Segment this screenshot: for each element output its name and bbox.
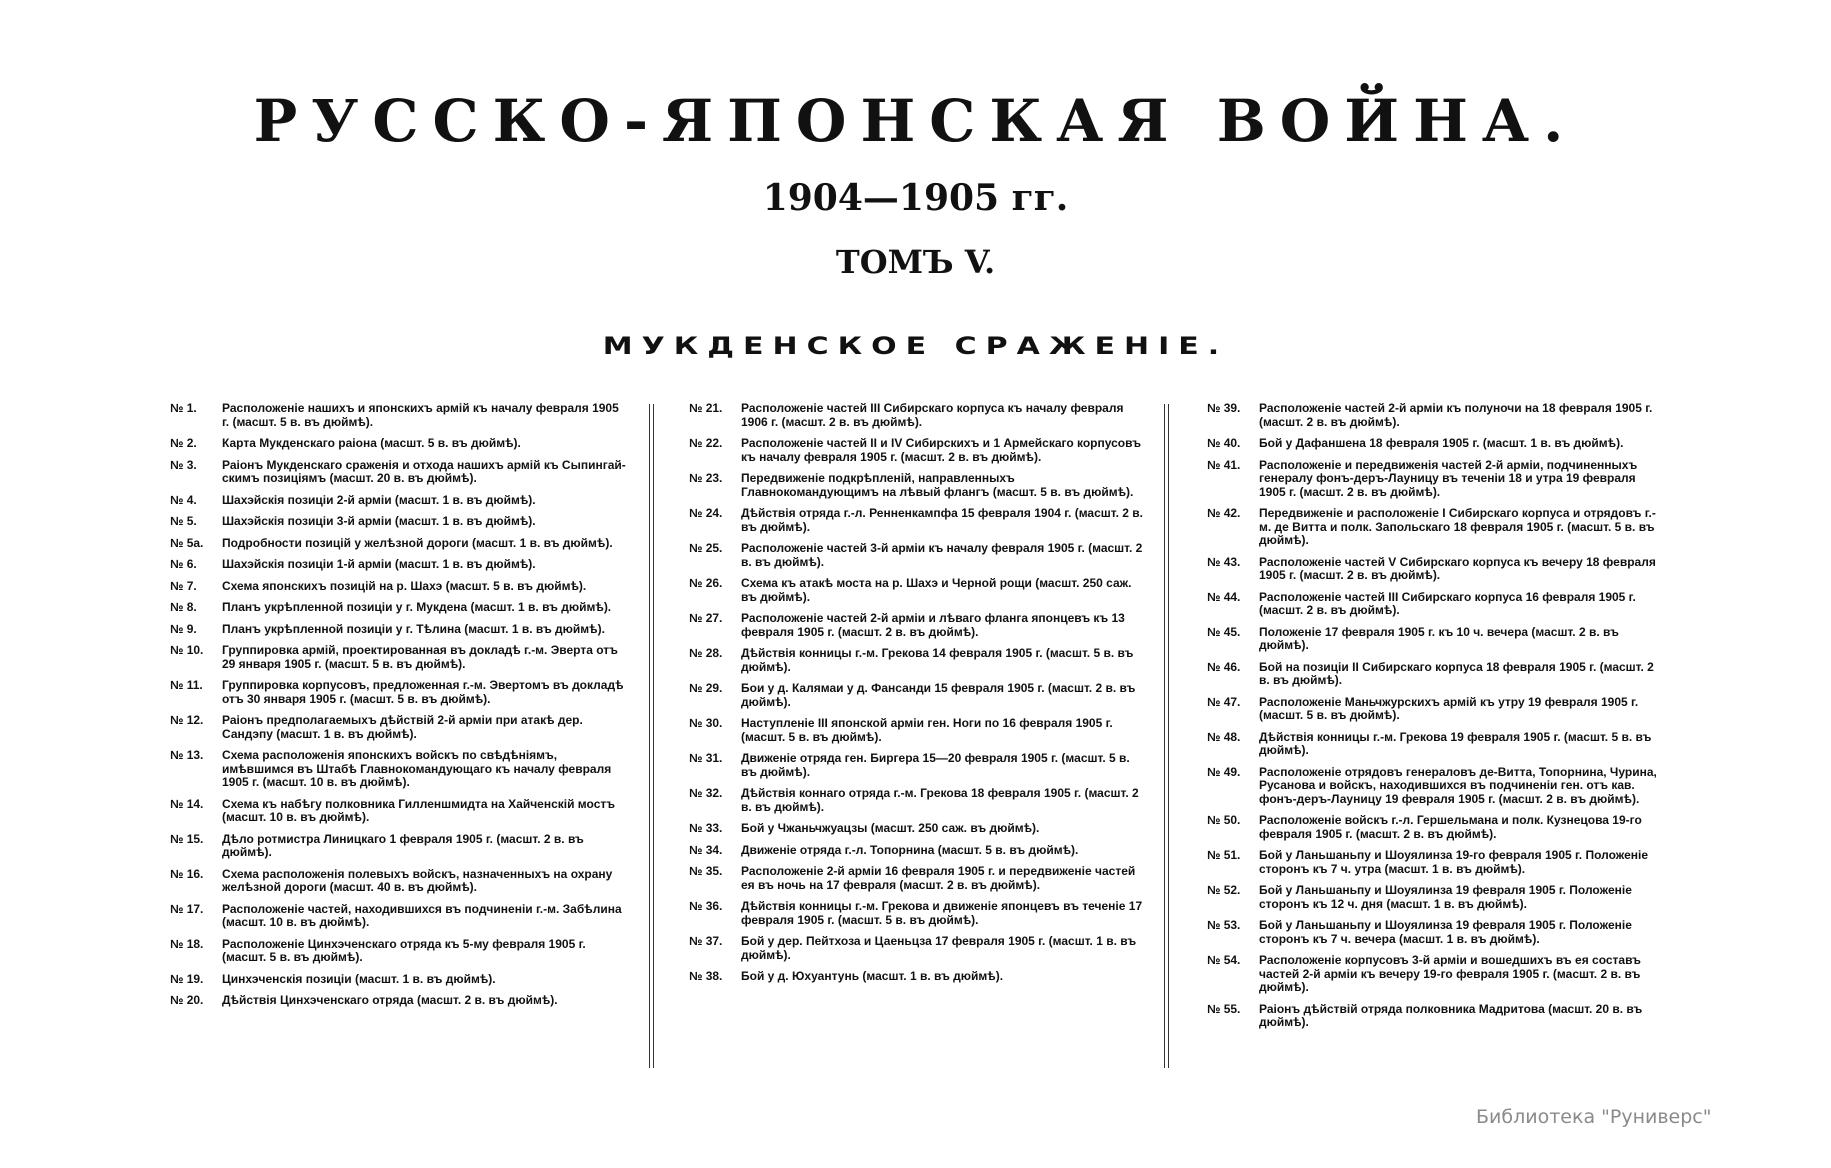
list-item	[170, 679, 628, 706]
item-description: Расположеніе частей III Сибирскаго корпуса 16 февраля 1905 г. (масшт. 2 в. въ дюймѣ).	[1259, 589, 1636, 617]
list-item	[170, 601, 628, 615]
contents-column-1	[170, 402, 628, 1016]
item-description: Шахэйскія позиціи 1-й арміи (масшт. 1 в. въ дюймѣ).	[222, 557, 536, 571]
list-item	[689, 647, 1147, 674]
list-item	[1207, 766, 1665, 807]
list-item	[1207, 731, 1665, 758]
library-watermark: Библиотека "Руниверс"	[1476, 1106, 1712, 1128]
item-description: Планъ укрѣпленной позиціи у г. Тѣлина (масшт. 1 в. въ дюймѣ).	[222, 621, 605, 636]
list-item	[689, 472, 1147, 499]
item-description: Шахэйскія позиціи 2-й арміи (масшт. 1 в. въ дюймѣ).	[222, 492, 536, 507]
list-item	[1207, 459, 1665, 500]
item-description: Бой у Ланьшаньпу и Шоуялинза 19 февраля 1905 г. Положеніе сторонъ къ 7 ч. вечера (масшт. 1 в. въ дюймѣ).	[1259, 918, 1632, 946]
item-description: Шахэйскія позиціи 3-й арміи (масшт. 1 в. въ дюймѣ).	[222, 514, 536, 528]
item-number: № 9.	[170, 621, 197, 636]
item-description: Расположеніе корпусовъ 3-й арміи и вошедшихъ въ ея составъ частей 2-й арміи къ вечеру 19-го февраля 1905 г. (масшт. 2 в. въ дюймѣ).	[1259, 953, 1641, 994]
item-description: Дѣйствія отряда г.-л. Ренненкампфа 15 февраля 1904 г. (масшт. 2 в. въ дюймѣ).	[741, 506, 1143, 534]
item-description: Расположеніе частей 2-й арміи и лѣваго фланга японцевъ къ 13 февраля 1905 г. (масшт. 2 в. въ дюймѣ).	[741, 611, 1125, 639]
item-number: № 16.	[170, 866, 204, 881]
list-item	[170, 749, 628, 790]
list-item	[170, 623, 628, 637]
item-number: № 3.	[170, 457, 197, 472]
item-number: № 27.	[689, 611, 723, 625]
list-item	[689, 970, 1147, 984]
list-item	[689, 717, 1147, 744]
list-item	[1207, 954, 1665, 995]
item-description: Расположеніе частей, находившихся въ подчиненіи г.-м. Забѣлина (масшт. 10 в. въ дюймѣ).	[222, 901, 622, 929]
contents-column-3	[1207, 402, 1665, 1038]
item-description: Схема къ набѣгу полковника Гилленшмидта на Хайченскій мостъ (масшт. 10 в. въ дюймѣ).	[222, 796, 615, 824]
item-description: Дѣйствія конницы г.-м. Грекова 19 февраля 1905 г. (масшт. 5 в. въ дюймѣ).	[1259, 729, 1652, 757]
item-description: Расположеніе отрядовъ генераловъ де-Витта, Топорнина, Чурина, Русанова и войскъ, находившихся въ подчиненіи ген. отъ кав. фонъ-деръ-Лауницу 19 февраля 1905 г. (масшт. 2 в. въ дюймѣ).	[1259, 764, 1657, 806]
list-item	[170, 714, 628, 741]
column-divider	[649, 404, 654, 1068]
item-number: № 52.	[1207, 883, 1241, 897]
item-number: № 19.	[170, 971, 204, 986]
item-number: № 11.	[170, 678, 203, 692]
item-description: Карта Мукденскаго раіона (масшт. 5 в. въ дюймѣ).	[222, 436, 521, 450]
item-description: Движеніе отряда г.-л. Топорнина (масшт. 5 в. въ дюймѣ).	[741, 842, 1079, 857]
item-number: № 7.	[170, 578, 197, 593]
list-item	[1207, 696, 1665, 723]
list-item	[170, 973, 628, 987]
list-item	[1207, 814, 1665, 841]
item-description: Передвиженіе и расположеніе I Сибирскаго корпуса и отрядовъ г.-м. де Витта и полк. Запольскаго 18 февраля 1905 г. (масшт. 5 в. въ дюймѣ).	[1259, 506, 1656, 547]
item-number: № 28.	[689, 646, 723, 660]
item-number: № 25.	[689, 541, 723, 555]
page-title: РУССКО-ЯПОНСКАЯ ВОЙНА.	[253, 87, 1578, 155]
item-number: № 26.	[689, 576, 723, 590]
list-item	[170, 833, 628, 860]
item-number: № 18.	[170, 936, 204, 951]
item-description: Расположеніе частей 2-й арміи къ полуночи на 18 февраля 1905 г. (масшт. 2 в. въ дюймѣ).	[1259, 401, 1653, 429]
item-number: № 32.	[689, 786, 723, 800]
item-number: № 8.	[170, 600, 197, 614]
item-number: № 21.	[689, 401, 723, 415]
item-description: Планъ укрѣпленной позиціи у г. Мукдена (масшт. 1 в. въ дюймѣ).	[222, 600, 612, 614]
column-divider	[1164, 404, 1169, 1068]
list-item	[170, 515, 628, 529]
item-number: № 24.	[689, 506, 723, 520]
item-number: № 30.	[689, 716, 723, 730]
item-description: Расположеніе Маньчжурскихъ армій къ утру 19 февраля 1905 г. (масшт. 5 в. въ дюймѣ).	[1259, 694, 1639, 722]
list-item	[170, 580, 628, 594]
list-item	[1207, 1003, 1665, 1030]
item-description: Бой у Ланьшаньпу и Шоуялинза 19-го февраля 1905 г. Положеніе сторонъ къ 7 ч. утра (масшт. 1 в. въ дюймѣ).	[1259, 848, 1649, 876]
item-description: Дѣйствія Цинхэченскаго отряда (масшт. 2 в. въ дюймѣ).	[222, 993, 558, 1007]
list-item	[170, 903, 628, 930]
item-number: № 2.	[170, 436, 197, 450]
item-number: № 35.	[689, 864, 723, 878]
item-description: Схема японскихъ позицій на р. Шахэ (масшт. 5 в. въ дюймѣ).	[222, 578, 587, 593]
list-item	[689, 822, 1147, 836]
item-description: Группировка армій, проектированная въ докладѣ г.-м. Эверта отъ 29 января 1905 г. (масшт. 5 в. въ дюймѣ).	[222, 643, 618, 671]
list-item	[689, 787, 1147, 814]
list-item	[170, 558, 628, 572]
item-description: Передвиженіе подкрѣпленій, направленныхъ Главнокомандующимъ на лѣвый флангъ (масшт. 5 в. въ дюймѣ).	[741, 471, 1134, 499]
item-description: Положеніе 17 февраля 1905 г. къ 10 ч. вечера (масшт. 2 в. въ дюймѣ).	[1259, 624, 1619, 652]
item-description: Наступленіе III японской арміи ген. Ноги по 16 февраля 1905 г. (масшт. 5 в. въ дюймѣ).	[741, 716, 1113, 744]
list-item	[170, 537, 628, 551]
list-item	[1207, 507, 1665, 548]
item-number: № 12.	[170, 713, 204, 727]
list-item	[689, 865, 1147, 892]
item-number: № 6.	[170, 557, 197, 571]
item-description: Раіонъ предполагаемыхъ дѣйствій 2-й арміи при атакѣ дер. Сандэпу (масшт. 1 в. въ дюймѣ).	[222, 713, 583, 741]
list-item	[1207, 437, 1665, 451]
contents-column-2	[689, 402, 1147, 992]
item-number: № 53.	[1207, 918, 1241, 932]
item-description: Расположеніе частей II и IV Сибирскихъ и 1 Армейскаго корпусовъ къ началу февраля 1905 г. (масшт. 2 в. въ дюймѣ).	[741, 436, 1141, 464]
list-item	[1207, 884, 1665, 911]
list-item	[689, 935, 1147, 962]
item-description: Расположеніе частей III Сибирскаго корпуса къ началу февраля 1906 г. (масшт. 2 в. въ дюймѣ).	[741, 401, 1124, 429]
list-item	[170, 437, 628, 451]
list-item	[170, 402, 628, 429]
item-description: Бои у д. Калямаи у д. Фансанди 15 февраля 1905 г. (масшт. 2 в. въ дюймѣ).	[741, 681, 1136, 709]
item-description: Подробности позицій у желѣзной дороги (масшт. 1 в. въ дюймѣ).	[222, 535, 613, 550]
list-item	[1207, 591, 1665, 618]
item-description: Расположеніе частей 3-й арміи къ началу февраля 1905 г. (масшт. 2 в. въ дюймѣ).	[741, 541, 1143, 569]
item-description: Расположеніе и передвиженія частей 2-й арміи, подчиненныхъ генералу фонъ-деръ-Лауницу въ теченіи 18 и утра 19 февраля 1905 г. (масшт. 2 в. въ дюймѣ).	[1259, 457, 1638, 499]
item-description: Дѣло ротмистра Линицкаго 1 февраля 1905 г. (масшт. 2 в. въ дюймѣ).	[222, 831, 584, 859]
list-item	[170, 798, 628, 825]
list-item	[170, 459, 628, 486]
list-item	[689, 542, 1147, 569]
item-description: Цинхэченскія позиціи (масшт. 1 в. въ дюймѣ).	[222, 971, 496, 986]
item-number: № 5а.	[170, 535, 204, 550]
item-number: № 34.	[689, 842, 723, 857]
item-number: № 40.	[1207, 436, 1241, 450]
item-description: Раіонъ Мукденскаго сраженія и отхода нашихъ армій къ Сыпингай-скимъ позиціямъ (масшт. 20 в. въ дюймѣ).	[222, 457, 626, 485]
item-number: № 50.	[1207, 813, 1241, 827]
list-item	[170, 644, 628, 671]
list-item	[170, 494, 628, 508]
item-number: № 44.	[1207, 589, 1241, 604]
list-item	[1207, 626, 1665, 653]
item-number: № 49.	[1207, 764, 1241, 779]
list-item	[689, 682, 1147, 709]
list-item	[1207, 402, 1665, 429]
list-item	[689, 752, 1147, 779]
list-item	[1207, 661, 1665, 688]
list-item	[170, 938, 628, 965]
item-description: Расположеніе нашихъ и японскихъ армій къ началу февраля 1905 г. (масшт. 5 в. въ дюймѣ).	[222, 401, 619, 429]
years-heading: 1904—1905 гг.	[762, 177, 1069, 219]
section-subtitle: МУКДЕНСКОЕ СРАЖЕНІЕ.	[602, 332, 1229, 361]
list-item	[170, 868, 628, 895]
item-number: № 5.	[170, 514, 197, 528]
item-description: Раіонъ дѣйствій отряда полковника Мадритова (масшт. 20 в. въ дюймѣ).	[1259, 1001, 1643, 1029]
item-number: № 46.	[1207, 659, 1241, 674]
item-number: № 15.	[170, 831, 204, 846]
item-number: № 39.	[1207, 401, 1241, 415]
item-number: № 43.	[1207, 554, 1241, 569]
item-number: № 13.	[170, 748, 204, 762]
item-number: № 22.	[689, 436, 723, 450]
item-description: Бой у дер. Пейтхоза и Цаеньцза 17 февраля 1905 г. (масшт. 1 в. въ дюймѣ).	[741, 934, 1137, 962]
list-item	[689, 402, 1147, 429]
item-number: № 51.	[1207, 848, 1241, 862]
item-number: № 54.	[1207, 953, 1241, 967]
list-item	[1207, 556, 1665, 583]
volume-heading: ТОМЪ V.	[835, 243, 996, 281]
item-number: № 38.	[689, 969, 723, 983]
item-number: № 1.	[170, 401, 197, 415]
item-description: Схема къ атакѣ моста на р. Шахэ и Черной рощи (масшт. 250 саж. въ дюймѣ).	[741, 576, 1132, 604]
item-number: № 14.	[170, 796, 204, 811]
list-item	[689, 577, 1147, 604]
item-description: Бой у Ланьшаньпу и Шоуялинза 19 февраля 1905 г. Положеніе сторонъ къ 12 ч. дня (масшт. 1 в. въ дюймѣ).	[1259, 883, 1632, 911]
item-number: № 42.	[1207, 506, 1241, 520]
item-description: Дѣйствія коннаго отряда г.-м. Грекова 18 февраля 1905 г. (масшт. 2 в. въ дюймѣ).	[741, 786, 1139, 814]
item-number: № 47.	[1207, 694, 1241, 709]
item-description: Расположеніе войскъ г.-л. Гершельмана и полк. Кузнецова 19-го февраля 1905 г. (масшт. 2 в. въ дюймѣ).	[1259, 813, 1642, 841]
item-description: Дѣйствія конницы г.-м. Грекова и движеніе японцевъ въ теченіе 17 февраля 1905 г. (масшт. 5 в. въ дюймѣ).	[741, 899, 1143, 927]
item-description: Бой на позиціи II Сибирскаго корпуса 18 февраля 1905 г. (масшт. 2 в. въ дюймѣ).	[1259, 659, 1654, 687]
item-description: Бой у Чжаньчжуацзы (масшт. 250 саж. въ дюймѣ).	[741, 821, 1040, 835]
list-item	[689, 612, 1147, 639]
item-description: Расположеніе 2-й арміи 16 февраля 1905 г. и передвиженіе частей ея въ ночь на 17 февраля (масшт. 2 в. въ дюймѣ).	[741, 864, 1136, 892]
item-number: № 36.	[689, 899, 723, 913]
item-description: Расположеніе Цинхэченскаго отряда къ 5-му февраля 1905 г. (масшт. 5 в. въ дюймѣ).	[222, 936, 586, 964]
item-number: № 17.	[170, 901, 204, 916]
list-item	[689, 844, 1147, 858]
item-description: Дѣйствія конницы г.-м. Грекова 14 февраля 1905 г. (масшт. 5 в. въ дюймѣ).	[741, 646, 1134, 674]
list-item	[689, 437, 1147, 464]
list-item	[689, 900, 1147, 927]
item-description: Расположеніе частей V Сибирскаго корпуса къ вечеру 18 февраля 1905 г. (масшт. 2 в. въ дюймѣ).	[1259, 554, 1656, 582]
item-number: № 29.	[689, 681, 723, 695]
item-description: Движеніе отряда ген. Биргера 15—20 февраля 1905 г. (масшт. 5 в. въ дюймѣ).	[741, 751, 1130, 779]
item-number: № 45.	[1207, 624, 1241, 639]
list-item	[689, 507, 1147, 534]
item-description: Бой у Дафаншена 18 февраля 1905 г. (масшт. 1 в. въ дюймѣ).	[1259, 436, 1624, 450]
item-description: Бой у д. Юхуантунь (масшт. 1 в. въ дюймѣ).	[741, 969, 1004, 983]
item-number: № 55.	[1207, 1001, 1241, 1016]
item-number: № 31.	[689, 751, 723, 765]
list-item	[1207, 919, 1665, 946]
list-item	[1207, 849, 1665, 876]
item-number: № 37.	[689, 934, 723, 948]
item-number: № 48.	[1207, 729, 1241, 744]
item-number: № 23.	[689, 471, 723, 485]
item-number: № 20.	[170, 993, 204, 1007]
item-number: № 33.	[689, 821, 723, 835]
list-item	[170, 994, 628, 1008]
item-number: № 4.	[170, 492, 197, 507]
item-number: № 10.	[170, 643, 204, 657]
item-description: Группировка корпусовъ, предложенная г.-м. Эвертомъ въ докладѣ отъ 30 января 1905 г. (масшт. 5 в. въ дюймѣ).	[222, 678, 624, 706]
item-description: Схема расположенія полевыхъ войскъ, назначенныхъ на охрану желѣзной дороги (масшт. 40 в. въ дюймѣ).	[222, 866, 613, 894]
item-description: Схема расположенія японскихъ войскъ по свѣдѣніямъ, имѣвшимся въ Штабѣ Главнокомандующаго къ началу февраля 1905 г. (масшт. 10 в. въ дюймѣ).	[222, 748, 612, 789]
item-number: № 41.	[1207, 457, 1241, 472]
